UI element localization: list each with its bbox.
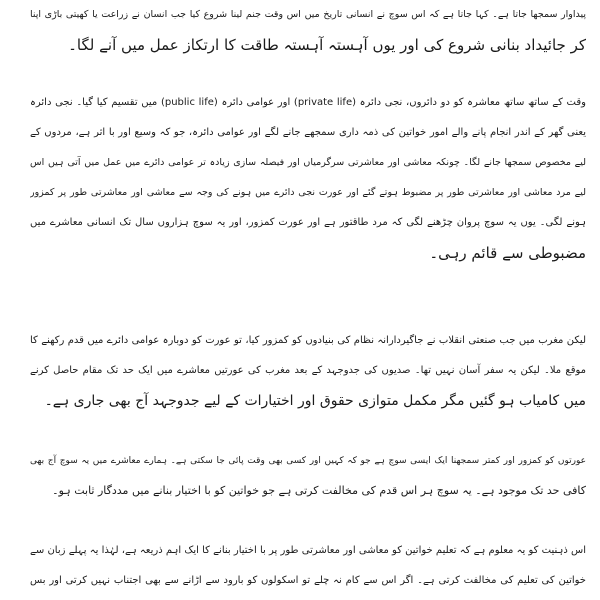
text-line: کر جائیداد بنانی شروع کی اور یوں آہستہ آہستہ طاقت کا ارتکاز عمل میں آنے لگا۔: [68, 36, 586, 54]
text-line: لیے مخصوص سمجھا جانے لگا۔ چونکہ معاشی اور معاشرتی سرگرمیاں اور فیصلہ سازی زیادہ تر عوامی دائرے میں عمل میں آتی ہیں اس: [30, 157, 586, 168]
text-line: لیے مرد معاشی اور معاشرتی طور پر مضبوط ہوتے گئے اور عورت نجی دائرے میں ہونے کی وجہ سے معاشی اور معاشرتی طور پر کمزور: [30, 187, 586, 198]
text-line: موقع ملا۔ لیکن یہ سفر آسان نہیں تھا۔ صدیوں کی جدوجہد کے بعد مغرب کی عورتیں معاشرے میں ایک حد تک مقام حاصل کرنے: [30, 365, 586, 376]
text-line: ہونے لگی۔ یوں یہ سوچ پروان چڑھنے لگی کہ مرد طاقتور ہے اور عورت کمزور، اور یہ سوچ ہزاروں سال تک انسانی معاشرے میں: [30, 217, 586, 228]
text-line: وقت کے ساتھ ساتھ معاشرہ کو دو دائروں، نجی دائرہ (private life) اور عوامی دائرہ (public life) میں تقسیم کیا گیا۔ نجی دائرہ: [30, 97, 586, 108]
paragraph-private-public-spheres: [30, 88, 586, 268]
text-line: کافی حد تک موجود ہے۔ یہ سوچ ہر اس قدم کی مخالفت کرتی ہے جو خواتین کو با اختیار بنانے میں مددگار ثابت ہو۔: [52, 484, 586, 497]
text-line: پیداوار سمجھا جاتا ہے۔ کہا جاتا ہے کہ اس سوچ نے انسانی تاریخ میں اس وقت جنم لینا شروع کیا جب انسان نے زراعت یا کھیتی باڑی اپنا: [30, 9, 586, 20]
paragraph-agriculture-origin: [30, 0, 586, 60]
text-line: یعنی گھر کے اندر انجام پانے والے امور خواتین کی ذمہ داری سمجھے جانے لگے اور عوامی دائرہ، جو کہ وسیع اور با اثر ہے، مردوں کے: [30, 127, 586, 138]
text-line: مضبوطی سے قائم رہی۔: [429, 244, 586, 262]
paragraph-mindset-in-society: [30, 446, 586, 506]
paragraph-industrial-revolution: [30, 326, 586, 416]
text-line: اس ذہنیت کو یہ معلوم ہے کہ تعلیم خواتین کو معاشی اور معاشرتی طور پر با اختیار بنانے کا ایک اہم ذریعہ ہے، لہٰذا یہ پہلے زبان سے: [30, 545, 586, 556]
paragraph-education-opposition: [30, 536, 586, 596]
text-line: عورتوں کو کمزور اور کمتر سمجھنا ایک ایسی سوچ ہے جو کہ کہیں اور کسی بھی وقت پائی جا سکتی ہے۔ ہمارے معاشرے میں یہ سوچ آج بھی: [30, 456, 586, 466]
text-line: خواتین کی تعلیم کی مخالفت کرتی ہے۔ اگر اس سے کام نہ چلے تو اسکولوں کو بارود سے اڑانے سے بھی اجتناب نہیں کرتی اور بس: [30, 575, 586, 586]
text-line: لیکن مغرب میں جب صنعتی انقلاب نے جاگیردارانہ نظام کی بنیادوں کو کمزور کیا، تو عورت کو دوبارہ عوامی دائرے میں قدم رکھنے کا: [30, 335, 586, 346]
text-line: میں کامیاب ہو گئیں مگر مکمل متوازی حقوق اور اختیارات کے لیے جدوجہد آج بھی جاری ہے۔: [44, 393, 586, 409]
